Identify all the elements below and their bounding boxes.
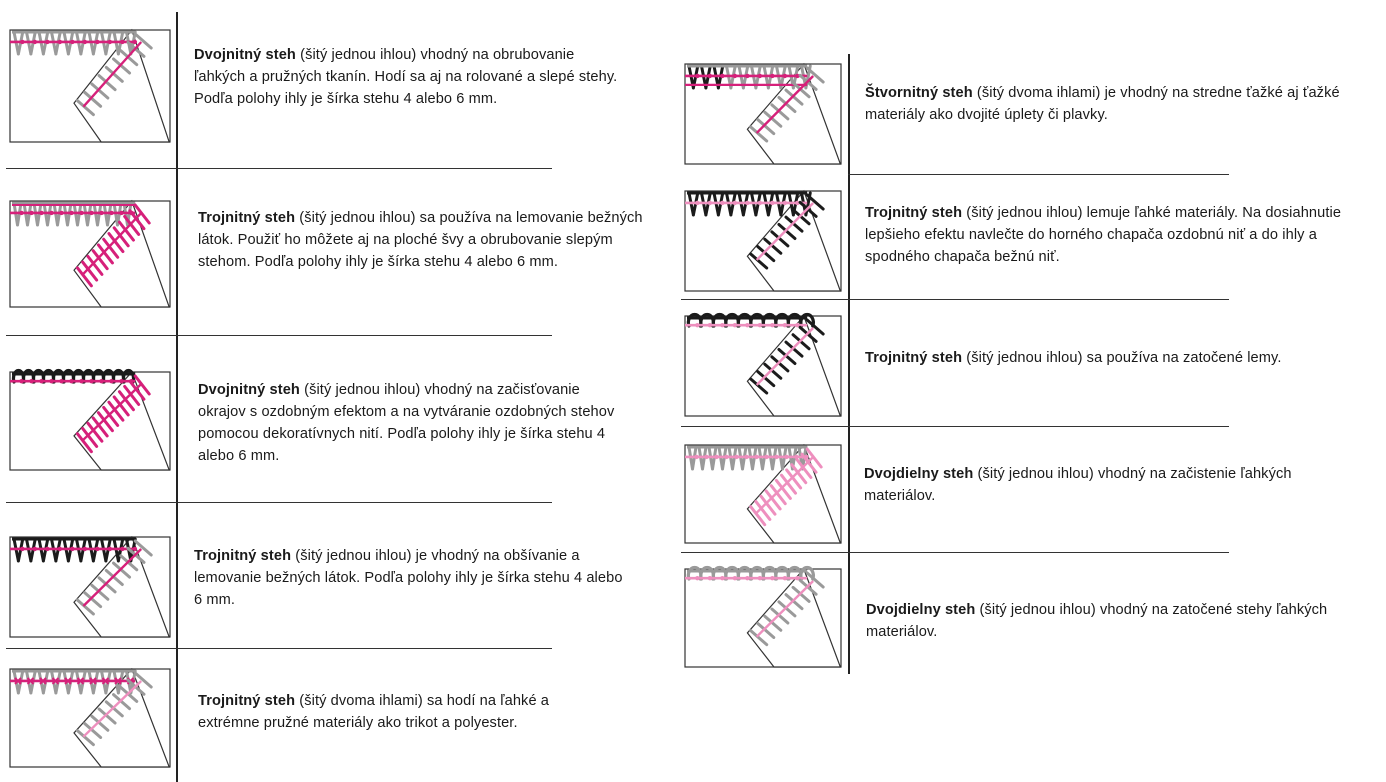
stitch-row	[0, 649, 560, 782]
stitch-row	[0, 169, 643, 335]
stitch-diagram	[681, 306, 847, 420]
stitch-text: (šitý jednou ihlou) vhodný na začisťovanie okrajov s ozdobným efektom a na vytváranie ozdobných stehov pomocou dekoratívnych nití. Podľa polohy ihly je šírka stehu 4 alebo 6 mm.	[198, 382, 615, 464]
stitch-description	[194, 44, 624, 110]
two-part-edging-stitch-icon	[681, 435, 847, 547]
three-thread-hem-stitch-icon	[681, 181, 847, 295]
stitch-row	[676, 553, 1386, 674]
stitch-text: (šitý jednou ihlou) vhodný na zatočené stehy ľahkých materiálov.	[866, 602, 1328, 640]
stitch-description	[198, 207, 648, 273]
stitch-description	[198, 690, 598, 734]
stitch-row	[676, 175, 1386, 299]
stitch-title: Dvojdielny steh	[864, 466, 974, 482]
stitch-diagram	[6, 362, 176, 474]
stitch-text: (šitý jednou ihlou) sa používa na zatočené lemy.	[962, 350, 1282, 366]
stitch-diagram	[6, 659, 176, 771]
stitch-diagram	[681, 181, 847, 295]
stitch-row	[0, 336, 615, 502]
stitch-title: Štvornitný steh	[865, 85, 973, 101]
stitch-text: (šitý jednou ihlou) je vhodný na obšívanie a lemovanie bežných látok. Podľa polohy ihly je šírka stehu 4 alebo 6 mm.	[194, 548, 623, 608]
four-thread-stitch-icon	[681, 54, 847, 168]
stitch-title: Trojnitný steh	[865, 205, 963, 221]
stitch-title: Trojnitný steh	[198, 210, 296, 226]
stitch-diagram	[6, 20, 176, 146]
stitch-title: Dvojnitný steh	[194, 47, 296, 63]
stitch-text: (šitý dvoma ihlami) je vhodný na stredne ťažké aj ťažké materiály ako dvojité úplety či plavky.	[865, 85, 1340, 123]
stitch-text: (šitý jednou ihlou) vhodný na začistenie ľahkých materiálov.	[864, 466, 1292, 504]
stitch-description	[866, 599, 1376, 643]
stitch-diagram	[6, 527, 176, 641]
three-thread-edging-stitch-icon	[6, 527, 176, 641]
stitch-description	[865, 202, 1365, 268]
left-column	[0, 0, 643, 782]
stitch-title: Dvojnitný steh	[198, 382, 300, 398]
stitch-description	[864, 463, 1364, 507]
stitch-title: Trojnitný steh	[198, 693, 296, 709]
stitch-title: Trojnitný steh	[865, 350, 963, 366]
stitch-row	[676, 300, 1386, 426]
stitch-diagram	[681, 559, 847, 671]
decorative-two-thread-stitch-icon	[6, 362, 176, 474]
stitch-diagram	[681, 54, 847, 168]
three-thread-overlock-stitch-icon	[6, 191, 176, 311]
stitch-description	[865, 347, 1365, 369]
stitch-diagram	[681, 435, 847, 547]
stitch-row	[0, 503, 623, 649]
two-thread-overlock-stitch-icon	[6, 20, 176, 146]
right-column	[676, 0, 1386, 782]
three-thread-two-needle-stitch-icon	[6, 659, 176, 771]
two-part-rolled-stitch-icon	[681, 559, 847, 671]
stitch-diagram	[6, 191, 176, 311]
stitch-description	[198, 379, 628, 467]
rolled-hem-stitch-icon	[681, 306, 847, 420]
stitch-description	[194, 545, 634, 611]
stitch-title: Dvojdielny steh	[866, 602, 976, 618]
stitch-row	[676, 52, 1386, 174]
stitch-description	[865, 82, 1365, 126]
stitch-row	[0, 0, 618, 168]
stitch-text: (šitý jednou ihlou) sa používa na lemovanie bežných látok. Použiť ho môžete aj na ploché švy a obrubovanie slepým stehom. Podľa polohy ihly je šírka stehu 4 alebo 6 mm.	[198, 210, 643, 270]
stitch-text: (šitý jednou ihlou) lemuje ľahké materiály. Na dosiahnutie lepšieho efektu navlečte do horného chapača ozdobnú niť a do ihly a spodného chapača bežnú niť.	[865, 205, 1342, 265]
stitch-row	[676, 427, 1386, 552]
stitch-text: (šitý jednou ihlou) vhodný na obrubovanie ľahkých a pružných tkanín. Hodí sa aj na rolované a slepé stehy. Podľa polohy ihly je šírka stehu 4 alebo 6 mm.	[194, 47, 618, 107]
stitch-text: (šitý dvoma ihlami) sa hodí na ľahké a extrémne pružné materiály ako trikot a polyester.	[198, 693, 550, 731]
stitch-title: Trojnitný steh	[194, 548, 292, 564]
